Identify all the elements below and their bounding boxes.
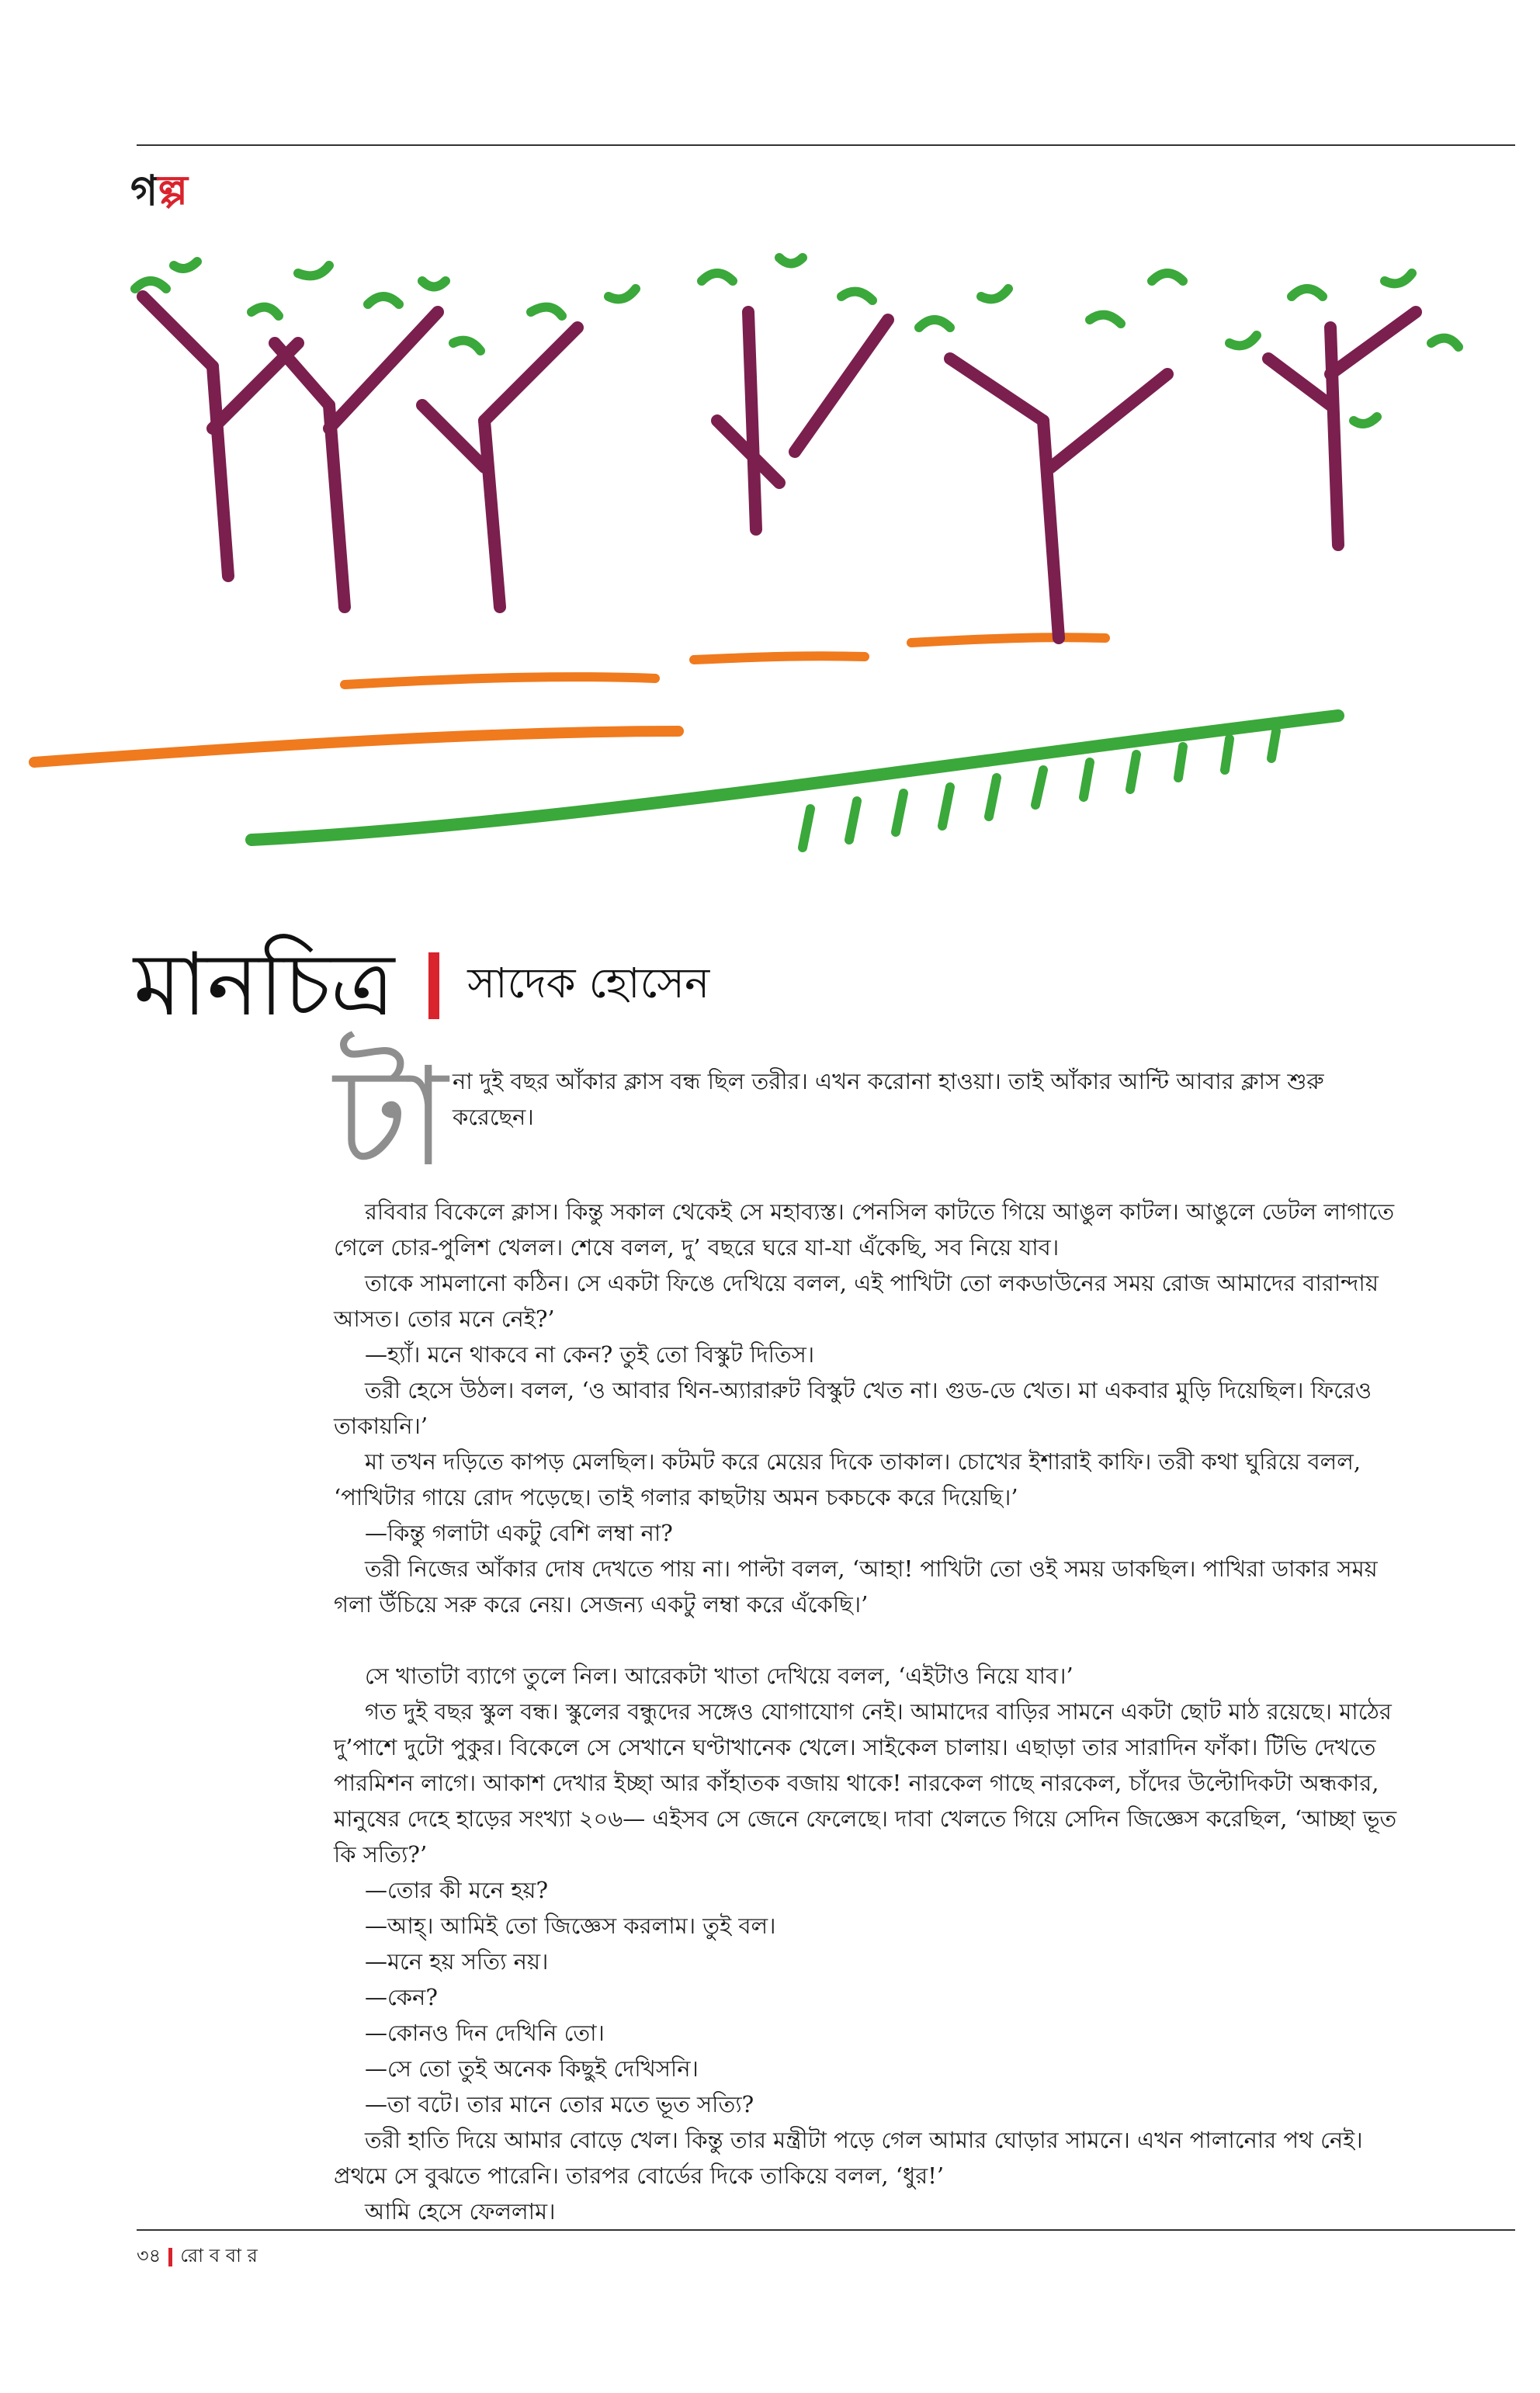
footer-divider bbox=[168, 2248, 172, 2266]
article-author: সাদেক হোসেন bbox=[467, 958, 710, 1007]
paragraph: —আহ্‌। আমিই তো জিজ্ঞেস করলাম। তুই বল। bbox=[365, 1913, 776, 1939]
paragraph: —তা বটে। তার মানে তোর মতে ভূত সত্যি? bbox=[365, 2091, 754, 2117]
paragraph: মা তখন দড়িতে কাপড় মেলছিল। কটমট করে মেয়ের দিকে তাকাল। চোখের ইশারাই কাফি। তরী কথা ঘুরিয়ে বলল, ‘পাখিটার গায়ে রোদ পড়েছে। তাই গলার কাছটায় অমন চকচকে করে দিয়েছি।’ bbox=[334, 1448, 1361, 1510]
title-divider bbox=[428, 952, 439, 1019]
paragraph: —কেন? bbox=[365, 1984, 438, 2010]
paragraph: তরী হাতি দিয়ে আমার বোড়ে খেল। কিন্তু তার মন্ত্রীটা পড়ে গেল আমার ঘোড়ার সামনে। এখন পালানোর পথ নেই। প্রথমে সে বুঝতে পারেনি। তারপর বোর্ডের দিকে তাকিয়ে বলল, ‘ধুর!’ bbox=[334, 2127, 1363, 2189]
paragraph: গত দুই বছর স্কুল বন্ধ। স্কুলের বন্ধুদের সঙ্গেও যোগাযোগ নেই। আমাদের বাড়ির সামনে একটা ছোট মাঠ রয়েছে। মাঠের দু’পাশে দুটো পুকুর। বিকেলে সে সেখানে ঘণ্টাখানেক খেলে। সাইকেল চালায়। এছাড়া তার সারাদিন ফাঁকা। টিভি দেখতে পারমিশন লাগে। আকাশ দেখার ইচ্ছা আর কাঁহাতক বজায় থাকে! নারকেল গাছে নারকেল, চাঁদের উল্টোদিকটা অন্ধকার, মানুষের দেহে হাড়ের সংখ্যা ২০৬— এইসব সে জেনে ফেলেছে। দাবা খেলতে গিয়ে সেদিন জিজ্ঞেস করেছিল, ‘আচ্ছা ভূত কি সত্যি?’ bbox=[334, 1698, 1397, 1868]
top-rule bbox=[137, 144, 1515, 146]
drop-cap: টা bbox=[334, 1038, 448, 1197]
paragraph: সে খাতাটা ব্যাগে তুলে নিল। আরেকটা খাতা দেখিয়ে বলল, ‘এইটাও নিয়ে যাব।’ bbox=[365, 1663, 1073, 1689]
article-body bbox=[334, 1038, 1397, 2229]
crayon-trees-illustration bbox=[19, 172, 1500, 885]
section-label-prefix: গ bbox=[130, 165, 158, 215]
paragraph: —মনে হয় সত্যি নয়। bbox=[365, 1948, 549, 1975]
paragraph: —হ্যাঁ। মনে থাকবে না কেন? তুই তো বিস্কুট দিতিস। bbox=[365, 1341, 815, 1368]
paragraph-1: না দুই বছর আঁকার ক্লাস বন্ধ ছিল তরীর। এখন করোনা হাওয়া। তাই আঁকার আন্টি আবার ক্লাস শুরু করেছেন। bbox=[452, 1068, 1324, 1130]
paragraph: তরী হেসে উঠল। বলল, ‘ও আবার থিন-অ্যারারুট বিস্কুট খেত না। গুড-ডে খেত। মা একবার মুড়ি দিয়েছিল। ফিরেও তাকায়নি।’ bbox=[334, 1377, 1372, 1439]
paragraph: —কিন্তু গলাটা একটু বেশি লম্বা না? bbox=[365, 1520, 673, 1546]
bottom-rule bbox=[137, 2229, 1515, 2231]
section-label-accent: ল্প bbox=[158, 165, 188, 215]
magazine-name: রো ব বা র bbox=[180, 2245, 258, 2266]
paragraph: তরী নিজের আঁকার দোষ দেখতে পায় না। পাল্টা বলল, ‘আহা! পাখিটা তো ওই সময় ডাকছিল। পাখিরা ডাকার সময় গলা উঁচিয়ে সরু করে নেয়। সেজন্য একটু লম্বা করে এঁকেছি।’ bbox=[334, 1555, 1378, 1618]
paragraph: আমি হেসে ফেললাম। bbox=[365, 2198, 556, 2225]
paragraph: —তোর কী মনে হয়? bbox=[365, 1877, 549, 1903]
paragraph: —সে তো তুই অনেক কিছুই দেখিসনি। bbox=[365, 2055, 699, 2082]
paragraph: তাকে সামলানো কঠিন। সে একটা ফিঙে দেখিয়ে বলল, এই পাখিটা তো লকডাউনের সময় রোজ আমাদের বারান্দায় আসত। তোর মনে নেই?’ bbox=[334, 1270, 1379, 1332]
page-footer bbox=[137, 2242, 258, 2273]
article-headline bbox=[134, 935, 710, 1035]
article-title: মানচিত্র bbox=[134, 935, 395, 1035]
paragraph: রবিবার বিকেলে ক্লাস। কিন্তু সকাল থেকেই সে মহাব্যস্ত। পেনসিল কাটতে গিয়ে আঙুল কাটল। আঙুলে ডেটল লাগাতে গেলে চোর-পুলিশ খেলল। শেষে বলল, দু’ বছরে ঘরে যা-যা এঁকেছি, সব নিয়ে যাব। bbox=[334, 1198, 1395, 1261]
paragraph: —কোনও দিন দেখিনি তো। bbox=[365, 2020, 605, 2046]
page-number: ৩৪ bbox=[137, 2245, 161, 2266]
